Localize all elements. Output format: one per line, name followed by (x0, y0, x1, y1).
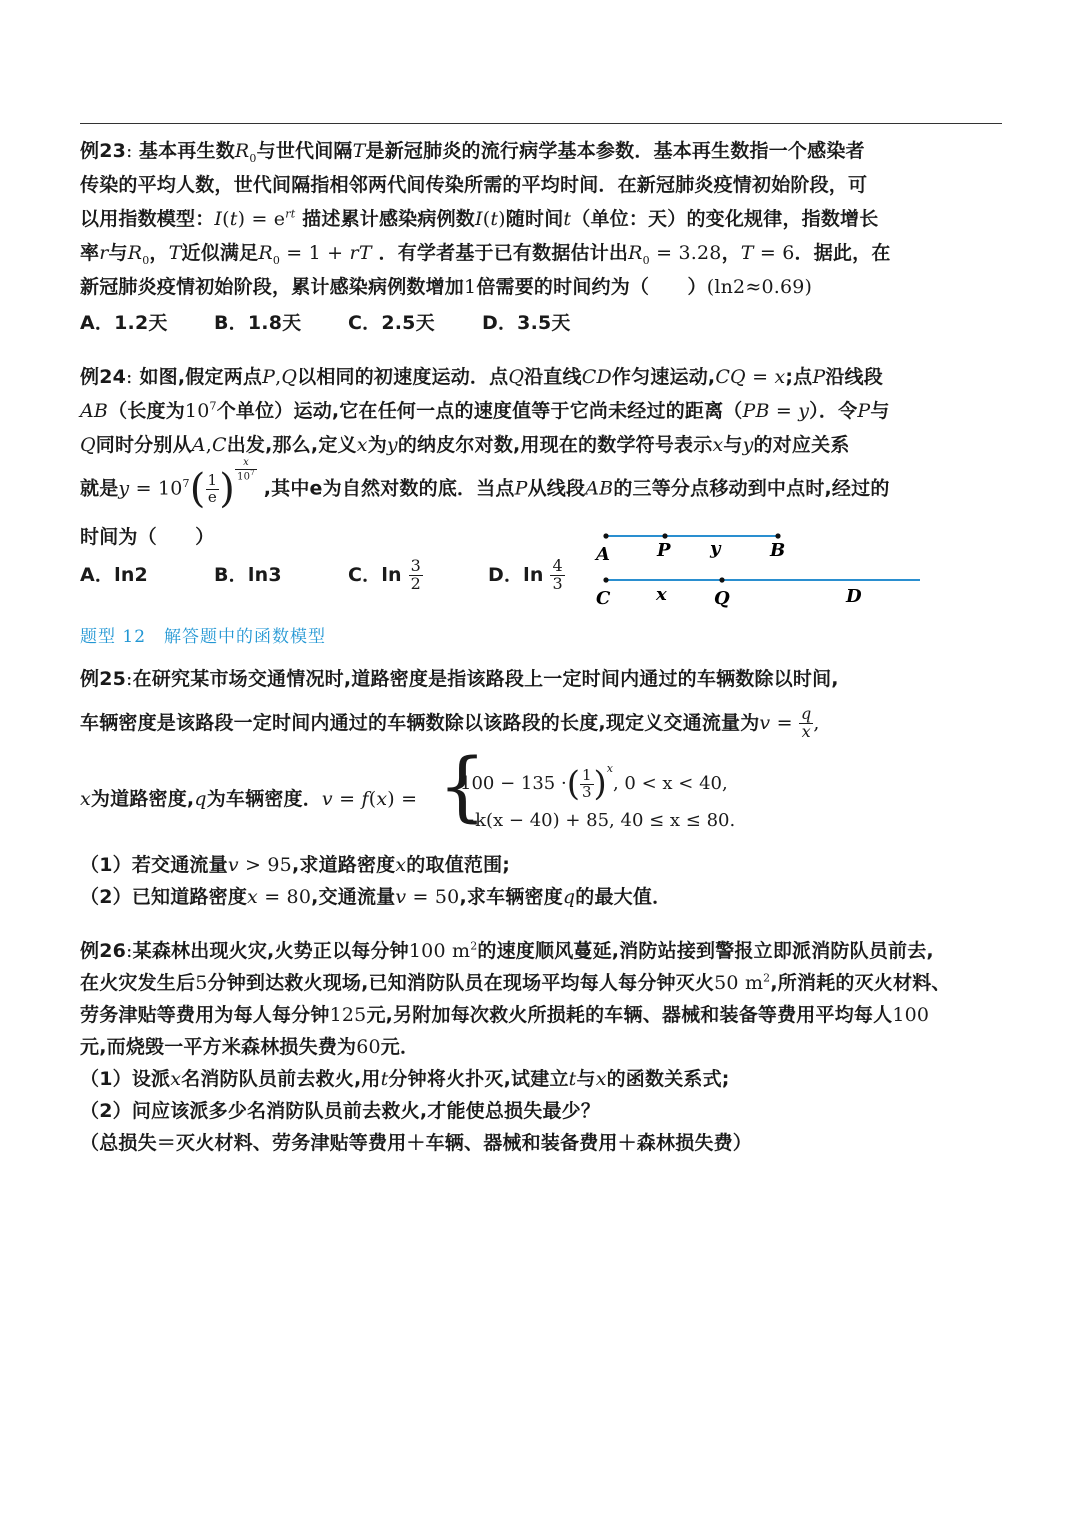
section-heading: 题型 12 解答题中的函数模型 (80, 627, 327, 647)
top-rule (80, 123, 1002, 124)
ex24-options (80, 558, 565, 593)
ex25-q1: （1）若交通流量v > 95,求道路密度x的取值范围; (80, 854, 511, 876)
label-p: P (657, 540, 671, 561)
ex26-q1: （1）设派x名消防队员前去救火,用t分钟将火扑灭,试建立t与x的函数关系式; (80, 1068, 730, 1090)
ex26-label: 例26 (80, 940, 127, 962)
ex24-option-d: D．ln $\frac{4}{3}$ (488, 556, 563, 593)
ex25-q2: （2）已知道路密度x = 80,交通流量v = 50,求车辆密度q的最大值． (80, 886, 672, 908)
label-q: Q (714, 588, 730, 609)
ex23-option-d: D．3.5天 (482, 312, 571, 334)
ex23-label: 例23 (80, 140, 127, 162)
point-p (662, 533, 667, 538)
ex24-line2: AB（长度为$10^7$个单位）运动,它在任何一点的速度值等于它尚未经过的距离（PB = y）．令P与 (80, 399, 890, 422)
ex23-line5: 新冠肺炎疫情初始阶段，累计感染病例数增加1倍需要的时间约为（ ）(ln2≈0.69) (80, 276, 813, 298)
ex25-line1: 例25:在研究某市场交通情况时,道路密度是指该路段上一定时间内通过的车辆数除以时间, (80, 668, 839, 690)
ex25-label: 例25 (80, 668, 127, 690)
ex26-line2: 在火灾发生后5分钟到达救火现场,已知消防队员在现场平均每人每分钟灭火50 $m^2$,所消耗的灭火材料、 (80, 971, 951, 994)
label-b: B (770, 540, 786, 561)
point-a (603, 533, 608, 538)
ex23-options (80, 308, 571, 335)
label-c: C (596, 588, 611, 609)
ex23-line3: 以用指数模型：$I(t) = e^{rt}$ 描述累计感染病例数I(t)随时间t（单位：天）的变化规律，指数增长 (80, 207, 879, 230)
label-d: D (846, 586, 862, 607)
ex24-figure (590, 522, 930, 612)
ex23-option-a: A．1.2天 (80, 312, 168, 334)
ex23-line4: 率r与$R_0$，T近似满足$R_0 = 1$ + rT ．有学者基于已有数据估计出$R_0 = 3.28$，T = 6．据此，在 (80, 242, 891, 267)
ex24-line1: 例24: 如图,假定两点P,Q以相同的初速度运动．点Q沿直线CD作匀速运动,CQ = x;点P沿线段 (80, 366, 883, 388)
ex23-line2: 传染的平均人数，世代间隔指相邻两代间传染所需的平均时间．在新冠肺炎疫情初始阶段，可 (80, 174, 868, 196)
piecewise-case-2: −k(x − 40) + 85, 40 ≤ x ≤ 80. (460, 810, 736, 831)
ex24-label: 例24 (80, 366, 127, 388)
ex24-line4: 就是$y = 10^7$( $\frac{1}{e}$ ) $^{\frac{x}{10^7}}$ ,其中e为自然对数的底．当点P从线段AB的三等分点移动到中点时,经过的 (80, 457, 890, 512)
label-a: A (596, 544, 610, 565)
ex26-note: （总损失＝灭火材料、劳务津贴等费用＋车辆、器械和装备费用＋森林损失费） (80, 1132, 753, 1154)
ex24-option-c: C．ln $\frac{3}{2}$ (348, 556, 422, 593)
label-y: y (710, 538, 721, 559)
ex26-line1: 例26:某森林出现火灾,火势正以每分钟100 $m^2$的速度顺风蔓延,消防站接到警报立即派消防队员前去, (80, 939, 934, 962)
ex23-line1: 例23: 基本再生数$R_0$与世代间隔T是新冠肺炎的流行病学基本参数．基本再生数指一个感染者 (80, 140, 865, 165)
point-q (719, 577, 724, 582)
ex24-option-b: B．ln3 (214, 563, 282, 586)
ex25-line3: x为道路密度,q为车辆密度．v = f(x) = (80, 788, 418, 810)
piecewise-case-1: 100 − 135 ·( $\frac{1}{3}$ )$^x$, 0 < x < 40, (460, 762, 728, 804)
ex26-q2: （2）问应该派多少名消防队员前去救火,才能使总损失最少？ (80, 1100, 601, 1122)
ex26-line3: 劳务津贴等费用为每人每分钟125元,另附加每次救火所损耗的车辆、器械和装备等费用平均每人100 (80, 1004, 930, 1026)
ex25-line2: 车辆密度是该路段一定时间内通过的车辆数除以该路段的长度,现定义交通流量为v = $\frac{q}{x}$ , (80, 704, 820, 741)
ex24-option-a: A．ln2 (80, 563, 148, 586)
point-b (775, 533, 780, 538)
ex24-line3: Q同时分别从A,C出发,那么,定义x为y的纳皮尔对数,用现在的数学符号表示x与y的对应关系 (80, 434, 850, 456)
ex23-option-c: C．2.5天 (348, 312, 435, 334)
ex26-line4: 元,而烧毁一平方米森林损失费为60元． (80, 1036, 420, 1058)
point-c (603, 577, 608, 582)
label-x: x (656, 584, 667, 605)
ex24-line5: 时间为（ ） (80, 526, 215, 548)
ex23-option-b: B．1.8天 (214, 312, 302, 334)
piecewise-brace: { (438, 741, 487, 830)
